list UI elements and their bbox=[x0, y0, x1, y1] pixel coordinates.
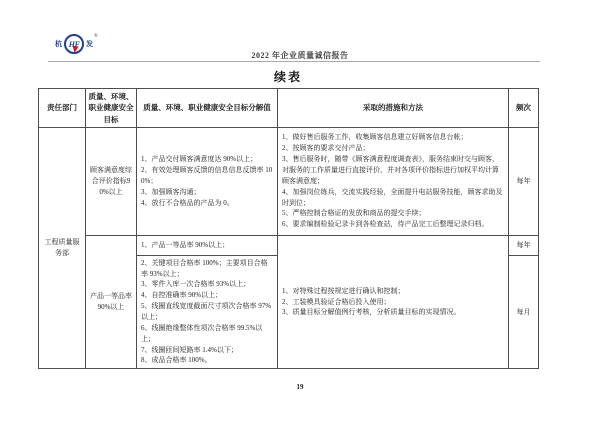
breakdown-item: 3、加强顾客沟通； bbox=[141, 187, 201, 196]
breakdown-cell-section2b bbox=[137, 255, 278, 368]
logo-left-character: 杭 bbox=[55, 40, 62, 48]
measure-item: 6、要求编制检验记录卡到各检查站，待产品完工后整理记录归档。 bbox=[282, 220, 489, 229]
measure-item: 2、工装模具验证合格后投入使用； bbox=[282, 297, 391, 306]
header-breakdown: 质量、环境、职业健康安全目标分解值 bbox=[137, 89, 278, 128]
frequency-cell: 每年 bbox=[509, 235, 539, 255]
breakdown-item: 2、有效处理顾客反馈的信息信息反馈率 100%； bbox=[141, 165, 273, 185]
header-department: 责任部门 bbox=[39, 89, 86, 128]
breakdown-item: 7、线圈匝间短路率 1.4%以下； bbox=[141, 345, 238, 354]
measure-item: 2、按顾客的要求交付产品； bbox=[282, 144, 370, 153]
quality-goals-table bbox=[38, 88, 539, 369]
measure-item: 3、质量目标分解值例行考核，分析质量目标的实现情况。 bbox=[282, 308, 461, 317]
frequency-cell: 每年 bbox=[509, 127, 539, 235]
breakdown-item: 4、放行不合格品的产品为 0。 bbox=[141, 198, 234, 207]
breakdown-item: 1、产品交付顾客满意度达 90%以上； bbox=[141, 155, 258, 164]
report-header-title: 2022 年企业质量诚信报告 bbox=[251, 51, 349, 60]
breakdown-item: 1、产品一等品率 90%以上； bbox=[141, 240, 230, 249]
measure-item: 1、做好售后服务工作，收集顾客信息建立好顾客信息台帐； bbox=[282, 133, 468, 142]
breakdown-item: 5、线圈直线宽度截面尺寸项次合格率 97%以上； bbox=[141, 302, 272, 321]
breakdown-cell-section1 bbox=[137, 127, 278, 235]
header-goal: 质量、环境、职业健康安全目标 bbox=[86, 89, 137, 128]
logo-hf-text: HF bbox=[68, 39, 80, 49]
table-row bbox=[39, 127, 539, 235]
page-number: 19 bbox=[296, 383, 304, 391]
breakdown-item: 4、自控准确率 90%以上； bbox=[141, 291, 223, 300]
table-row bbox=[39, 235, 539, 255]
measure-item: 1、对特殊过程按规定进行确认和控制； bbox=[282, 286, 405, 295]
measure-item: 4、加强岗位练兵，交流实践经验，全面提升电站服务技能，顾客求助及时到位； bbox=[282, 187, 503, 207]
header-divider bbox=[48, 61, 540, 62]
logo-right-character: 发 bbox=[86, 40, 93, 48]
table-header-row bbox=[39, 89, 539, 128]
measures-cell-section2 bbox=[278, 235, 509, 368]
goal-cell-first-class-rate: 产品一等品率90%以上 bbox=[86, 235, 137, 368]
frequency-cell: 每月 bbox=[509, 255, 539, 368]
goal-cell-customer-satisfaction: 顾客满意度综合评价指标90%以上 bbox=[86, 127, 137, 235]
breakdown-item: 3、零件入库一次合格率 93%以上； bbox=[141, 280, 251, 289]
measure-item: 3、售后服务时，随带《顾客满意程度调查表》，服务结束时交与顾客，对服务的工作质量进行直接评价，并对各项评价指标进行加权平均计算顾客满意度； bbox=[282, 155, 499, 185]
breakdown-item: 6、线圈绝缘整体性项次合格率 99.5%以上； bbox=[141, 323, 263, 343]
breakdown-cell-section2a bbox=[137, 235, 278, 255]
page-title: 续表 bbox=[273, 70, 302, 84]
breakdown-item: 8、成品合格率 100%。 bbox=[141, 356, 212, 365]
header-measures: 采取的措施和方法 bbox=[278, 89, 509, 128]
measure-item: 5、严格控制合格证的发放和商品的提交手续； bbox=[282, 209, 426, 218]
breakdown-item: 2、关键项目合格率 100%；主要项目合格率 93%以上； bbox=[141, 258, 268, 278]
registered-trademark-icon: ® bbox=[94, 33, 98, 39]
header-frequency: 频次 bbox=[509, 89, 539, 128]
department-cell: 工程质量服务部 bbox=[39, 127, 86, 368]
measures-cell-section1 bbox=[278, 127, 509, 235]
